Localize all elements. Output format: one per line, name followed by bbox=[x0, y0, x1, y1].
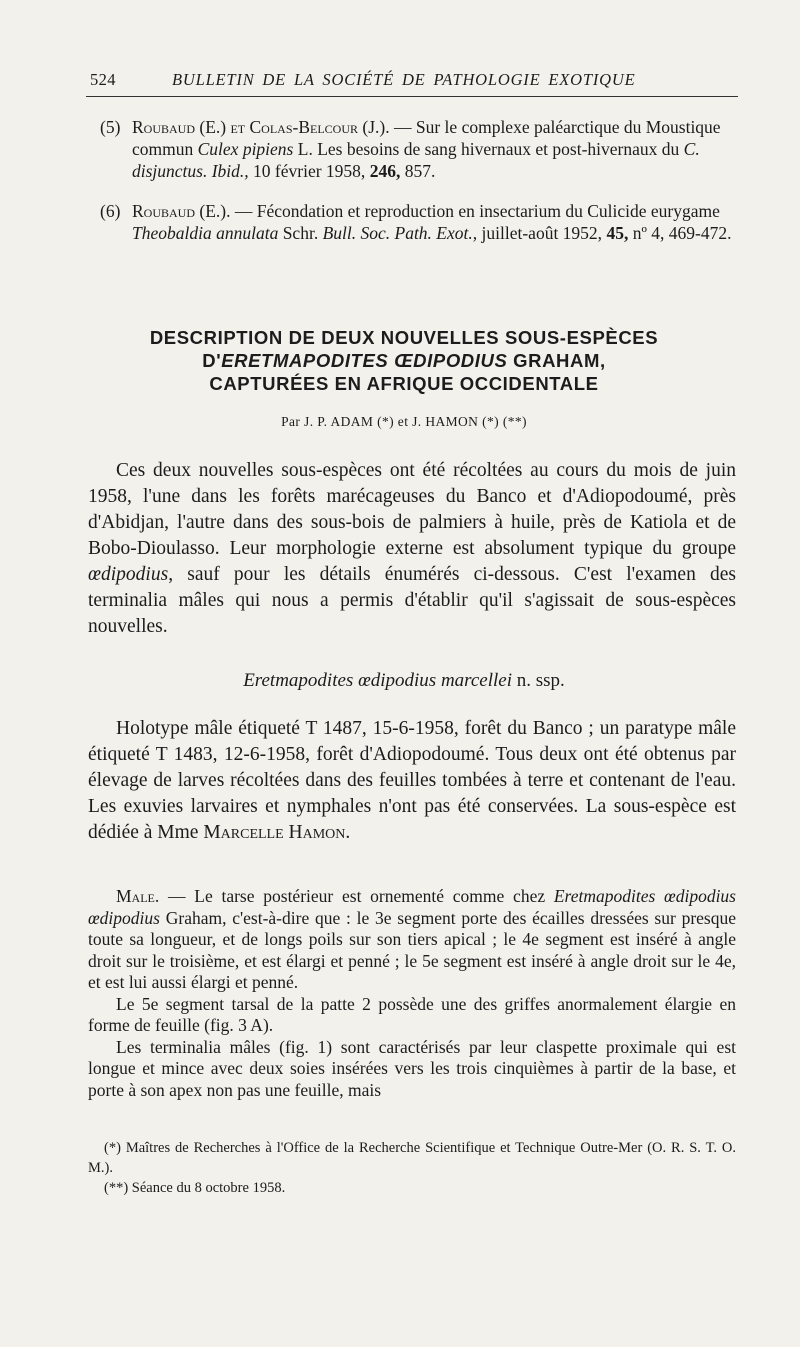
footnote: (**) Séance du 8 octobre 1958. bbox=[104, 1180, 286, 1196]
reference-number: (6) bbox=[100, 201, 121, 221]
reference-author: Roubaud (E.). bbox=[132, 201, 231, 221]
subspecies-heading: Eretmapodites œdipodius marcellei n. ssp. bbox=[243, 670, 565, 691]
running-header bbox=[86, 70, 738, 97]
footnotes bbox=[88, 1138, 736, 1198]
holotype-paragraph: Holotype mâle étiqueté T 1487, 15-6-1958, forêt du Banco ; un paratype mâle étiqueté T 1483, 12-6-1958, forêt d'Adiopodoumé. Tous deux ont été obtenus par élevage de larves récoltées dans des feuilles tombées à terre et contenant de l'eau. Les exuvies larvaires et nymphales n'ont pas été conservées. La sous-espèce est dédiée à Mme Marcelle Hamon. bbox=[88, 718, 736, 843]
reference-number: (5) bbox=[100, 117, 121, 137]
reference-author: Roubaud (E.) et Colas-Belcour (J.). bbox=[132, 117, 390, 137]
page-number: 524 bbox=[90, 70, 116, 89]
article-authors: Par J. P. ADAM (*) et J. HAMON (*) (**) bbox=[281, 414, 527, 429]
reference-5: (5) Roubaud (E.) et Colas-Belcour (J.). — Sur le complexe paléarctique du Moustique commun Culex pipiens L. Les besoins de sang hivernaux et post-hivernaux du C. disjunctus. Ibid., 10 février 1958, 246, 857. bbox=[100, 117, 721, 181]
intro-paragraph: Ces deux nouvelles sous-espèces ont été récoltées au cours du mois de juin 1958, l'une dans les forêts marécageuses du Banco et d'Adiopodoumé, près d'Abidjan, l'autre dans des sous-bois de palmiers à huile, près de Katiola et de Bobo-Dioulasso. Leur morphologie externe est absolument typique du groupe œdipodius, sauf pour les détails énumérés ci-dessous. C'est l'examen des terminalia mâles qui nous a permis d'établir qu'il s'agissait de sous-espèces nouvelles. bbox=[88, 460, 736, 637]
male-description: Male. — Le tarse postérieur est ornementé comme chez Eretmapodites œdipodius œdipodius Graham, c'est-à-dire que : le 3e segment porte des écailles dressées sur presque toute sa longueur, et de longs poils sur son tiers apical ; le 4e segment est inséré à angle droit sur le troisième, et est élargi et penné ; le 5e segment est inséré à angle droit sur le 4e, et est lui aussi élargi et penné. Le 5e segment tarsal de la patte 2 possède une des griffes anormalement élargie en forme de feuille (fig. 3 A). Les terminalia mâles (fig. 1) sont caractérisés par leur claspette proximale qui est longue et mince avec deux soies insérées vers les trois cinquièmes à partir de la base, et porte à son apex non pas une feuille, mais bbox=[88, 886, 736, 1100]
article-title: DESCRIPTION DE DEUX NOUVELLES SOUS-ESPÈCES D'ERETMAPODITES ŒDIPODIUS GRAHAM, CAPTURÉES EN AFRIQUE OCCIDENTALE bbox=[149, 327, 659, 394]
footnote: (*) Maîtres de Recherches à l'Office de la Recherche Scientifique et Technique Outre-Mer (O. R. S. T. O. M.). bbox=[88, 1140, 736, 1176]
journal-title: BULLETIN DE LA SOCIÉTÉ DE PATHOLOGIE EXOTIQUE bbox=[172, 70, 636, 89]
reference-6: (6) Roubaud (E.). — Fécondation et reproduction en insectarium du Culicide eurygame Theobaldia annulata Schr. Bull. Soc. Path. Exot., juillet-août 1952, 45, nº 4, 469-472. bbox=[100, 201, 732, 243]
